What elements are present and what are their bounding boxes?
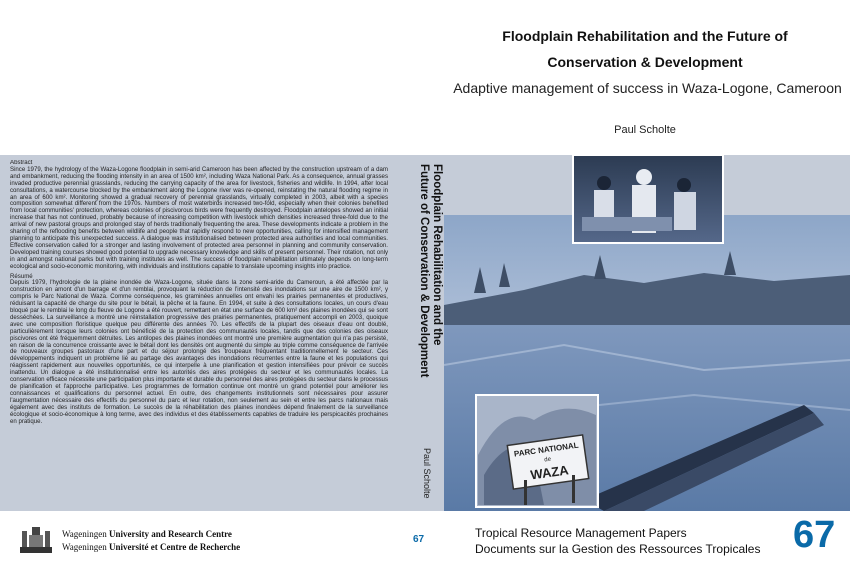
back-cover-text bbox=[10, 160, 388, 508]
resume-text: Depuis 1979, l'hydrologie de la plaine inondée de Waza-Logone, située dans la zone semi-aride du Cameroun, a été affectée par la construction en amont d'un barrage et d'un remblai, provoquant la réduction de l'intensité des inondations sur une aire de 1500 km², y compris le Parc National de Waza. Comme conséquence, les graminées annuelles ont envahi les prairies permanentes et productives, réduisant la capacité de charge du site pour le bétail, la pêche et la faune. En 1994, et suite à des consultations locales, un cours d'eau bloqué par le remblai le long du fleuve de Logone a été rouvert, remettant en état une surface de 600 km² des plaines inondées qui se sont desséchées. La surveillance a montré une réinstallation progressive des prairies permanentes, pratiquement accompli en 2003, quoique avec une composition floristique quelque peu différente des années 70. Les effectifs de la plupart des oiseaux d'eau ont doublé, particulièrement lorsque leurs colonies ont bénéficié de la protection des communautés locales, tandis que des colonies des oiseaux piscivores ont été fréquemment détruites. Les antilopes des plaines inondées ont montré une première augmentation qui n'a pas persisté, en raison de la concurrence croissante avec le bétail dont les densités ont augmenté du simple au triple comme conséquence de l'arrivée de nouveaux groupes pastoraux d'une part et du séjour prolongé des troupeaux fréquentant traditionnellement le secteur. Ces développements indiquent un problème lié au partage des avantages des inondations récurrentes entre la faune et les populations qui réagissent rapidement aux nouvelles opportunités, ce qui interpelle à une planification et gestion intensifiées pour prévoir ce succès inattendu. Un dialogue a été institutionnalisé entre les autorités des aires protégées du secteur et les communautés locales. La conservation efficace nécessite une participation plus importante et durable du personnel des aires protégées du secteur dans le processus de planification et l'approche participative. Les programmes de formation continue ont montré un grand potentiel pour améliorer les connaissances et qualifications du personnel actuel. En outre, des changements institutionnels sont nécessaires pour assurer l'augmentation nécessaire des effectifs du personnel du parc et leur rotation, non seulement au sein et entre les parcs nationaux mais également avec des instituts de formation. Le succès de la réhabilitation des plaines inondées dépend finalement de la surveillance écologique et socio-économique à long terme, avec des individus et des établissements capables de traduire les perspicacités prochaines en pratique. bbox=[10, 279, 388, 425]
sign-line-3: WAZA bbox=[529, 462, 570, 483]
series-title-en: Tropical Resource Management Papers bbox=[475, 526, 687, 540]
series-title-fr: Documents sur la Gestion des Ressources Tropicales bbox=[475, 542, 761, 556]
spine-title bbox=[417, 164, 443, 404]
sign-line-2: de bbox=[543, 456, 552, 464]
institution-line-2: Wageningen Université et Centre de Recherche bbox=[62, 542, 241, 552]
title-line-2: Conservation & Development bbox=[547, 54, 743, 70]
resume-heading: Résumé bbox=[10, 272, 33, 280]
abstract-text: Since 1979, the hydrology of the Waza-Logone floodplain in semi-arid Cameroon has been affected by the construction upstream of a dam and embankment, reducing the flooding intensity in an area of 1500 km², including Waza National Park. As a consequence, annual grasses invaded productive perennial grasslands, reducing the carrying capacity of the area for livestock, fisheries and wildlife. In 1994, after local consultations, a watercourse blocked by the embankment along the Logone river was re-opened, reinstating the natural flooding regime in an area of 600 km². Monitoring showed a gradual recovery of perennial grasslands, virtually completed in 2003, albeit with a species composition somewhat different from the 1970s. Numbers of most waterbirds increased two-fold, especially when their colonies benefited from local communities' protection, whereas colonies of piscivorous birds were frequently destroyed. Floodplain antelopes showed an initial increase that has not continued, probably because of increasing competition with livestock which densities increased three-fold due to the arrival of new pastoral groups and prolonged stay of herds traditionally frequenting the area. These developments indicate a problem in the sharing of the reflooding benefits between wildlife and people that rapidly respond to new opportunities, calling for intensified management planning to anticipate this unexpected success. A dialogue was institutionalised between protected area authorities and local communities. Effective conservation called for a stronger and lasting involvement of protected area personnel in planning and community conservation. Developed training courses showed good potential to upgrade necessary knowledge and skills of present personnel. Their rotation, not only in and amongst national parks but with training institutes as well. The success of floodplain rehabilitation ultimately depends on long-term ecological and socio-economic monitoring, with individuals and institutions capable to translate upcoming insights into practice. bbox=[10, 165, 388, 270]
cover-photographs bbox=[444, 155, 850, 511]
bottom-strip bbox=[0, 511, 850, 568]
subtitle: Adaptive management of success in Waza-Logone, Cameroon bbox=[453, 80, 842, 96]
sign-line-1: PARC NATIONAL bbox=[513, 440, 580, 459]
abstract-heading: Abstract bbox=[10, 160, 33, 166]
series-number: 67 bbox=[793, 514, 836, 556]
spine-title-line-2: Future of Conservation & Development bbox=[418, 164, 430, 378]
spine-title-line-1: Floodplain Rehabilitation and the bbox=[431, 164, 443, 346]
spine bbox=[395, 160, 443, 505]
institution-line-1: Wageningen University and Research Centre bbox=[62, 529, 232, 539]
title-line-1: Floodplain Rehabilitation and the Future of bbox=[502, 28, 788, 44]
photo-collage bbox=[444, 155, 850, 511]
wur-logo bbox=[20, 527, 52, 553]
spine-author: Paul Scholte bbox=[422, 448, 432, 499]
spine-number: 67 bbox=[413, 534, 425, 545]
cover-author: Paul Scholte bbox=[614, 124, 676, 136]
